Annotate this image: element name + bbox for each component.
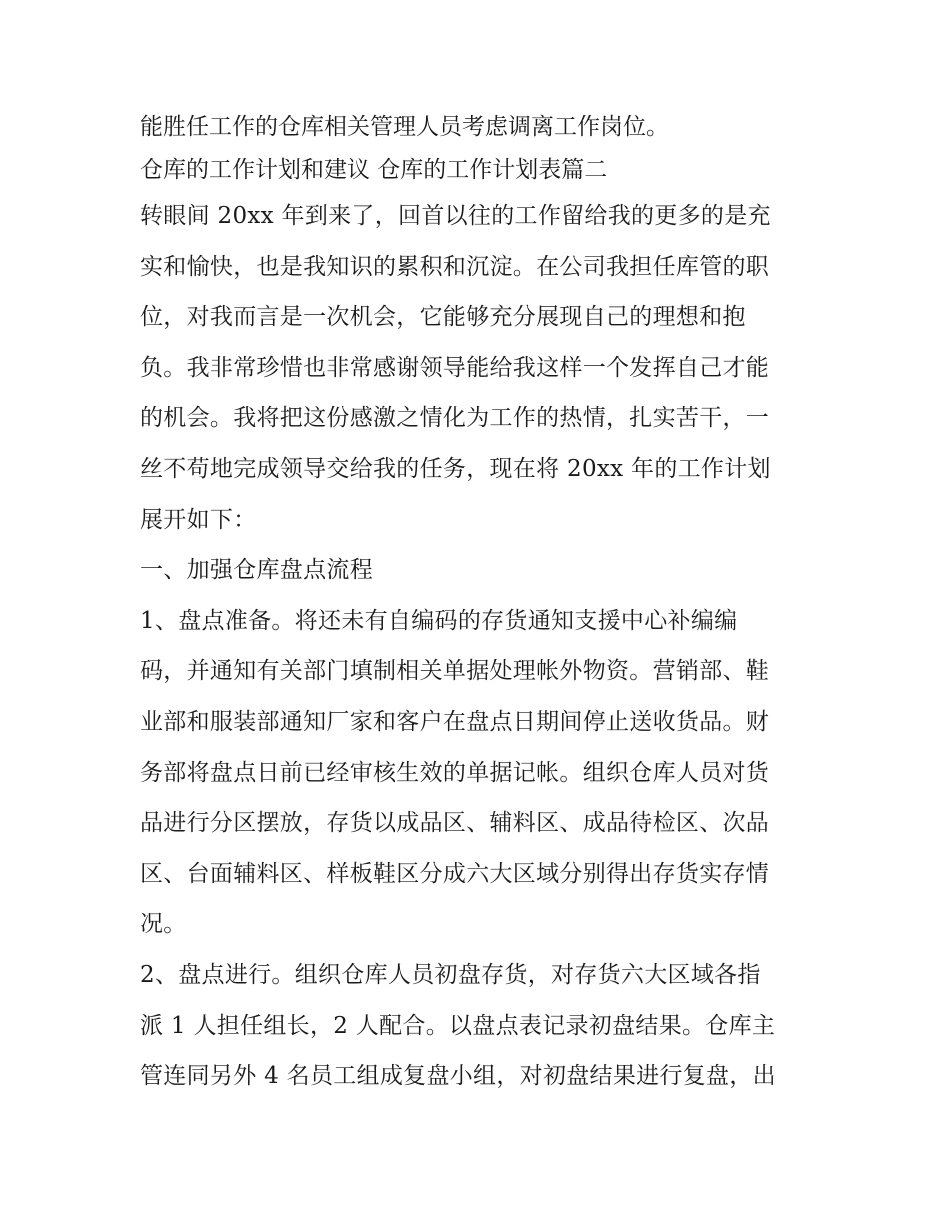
text-line: 转眼间 20xx 年到来了，回首以往的工作留给我的更多的是充 xyxy=(140,203,771,229)
text-line: 2、盘点进行。组织仓库人员初盘存货，对存货六大区域各指 xyxy=(140,961,761,988)
text-line: 码，并通知有关部门填制相关单据处理帐外物资。营销部、鞋 xyxy=(140,658,770,685)
text-line: 业部和服装部通知厂家和客户在盘点日期间停止送收货品。财 xyxy=(140,708,770,735)
text-line: 况。 xyxy=(140,911,187,938)
text-line: 品进行分区摆放，存货以成品区、辅料区、成品待检区、次品 xyxy=(140,810,770,837)
text-line: 展开如下： xyxy=(140,506,257,533)
text-line: 实和愉快，也是我知识的累积和沉淀。在公司我担任库管的职 xyxy=(140,253,770,280)
section-heading: 一、加强仓库盘点流程 xyxy=(140,557,373,584)
text-line: 的机会。我将把这份感激之情化为工作的热情，扎实苦干，一 xyxy=(140,405,770,432)
text-line: 丝不苟地完成领导交给我的任务，现在将 20xx 年的工作计划 xyxy=(140,455,771,482)
text-line: 务部将盘点日前已经审核生效的单据记帐。组织仓库人员对货 xyxy=(140,759,770,786)
section-heading: 仓库的工作计划和建议 仓库的工作计划表篇二 xyxy=(140,157,608,183)
text-line: 区、台面辅料区、样板鞋区分成六大区域分别得出存货实存情 xyxy=(140,860,770,887)
text-line: 能胜任工作的仓库相关管理人员考虑调离工作岗位。 xyxy=(140,114,669,140)
text-line: 1、盘点准备。将还未有自编码的存货通知支援中心补编编 xyxy=(140,607,738,634)
text-line: 负。我非常珍惜也非常感谢领导能给我这样一个发挥自己才能 xyxy=(140,354,770,381)
text-line: 管连同另外 4 名员工组成复盘小组，对初盘结果进行复盘，出 xyxy=(140,1063,776,1090)
text-line: 派 1 人担任组长，2 人配合。以盘点表记录初盘结果。仓库主 xyxy=(140,1012,776,1039)
text-line: 位，对我而言是一次机会，它能够充分展现自己的理想和抱 xyxy=(140,304,746,331)
document-page xyxy=(140,105,820,1102)
